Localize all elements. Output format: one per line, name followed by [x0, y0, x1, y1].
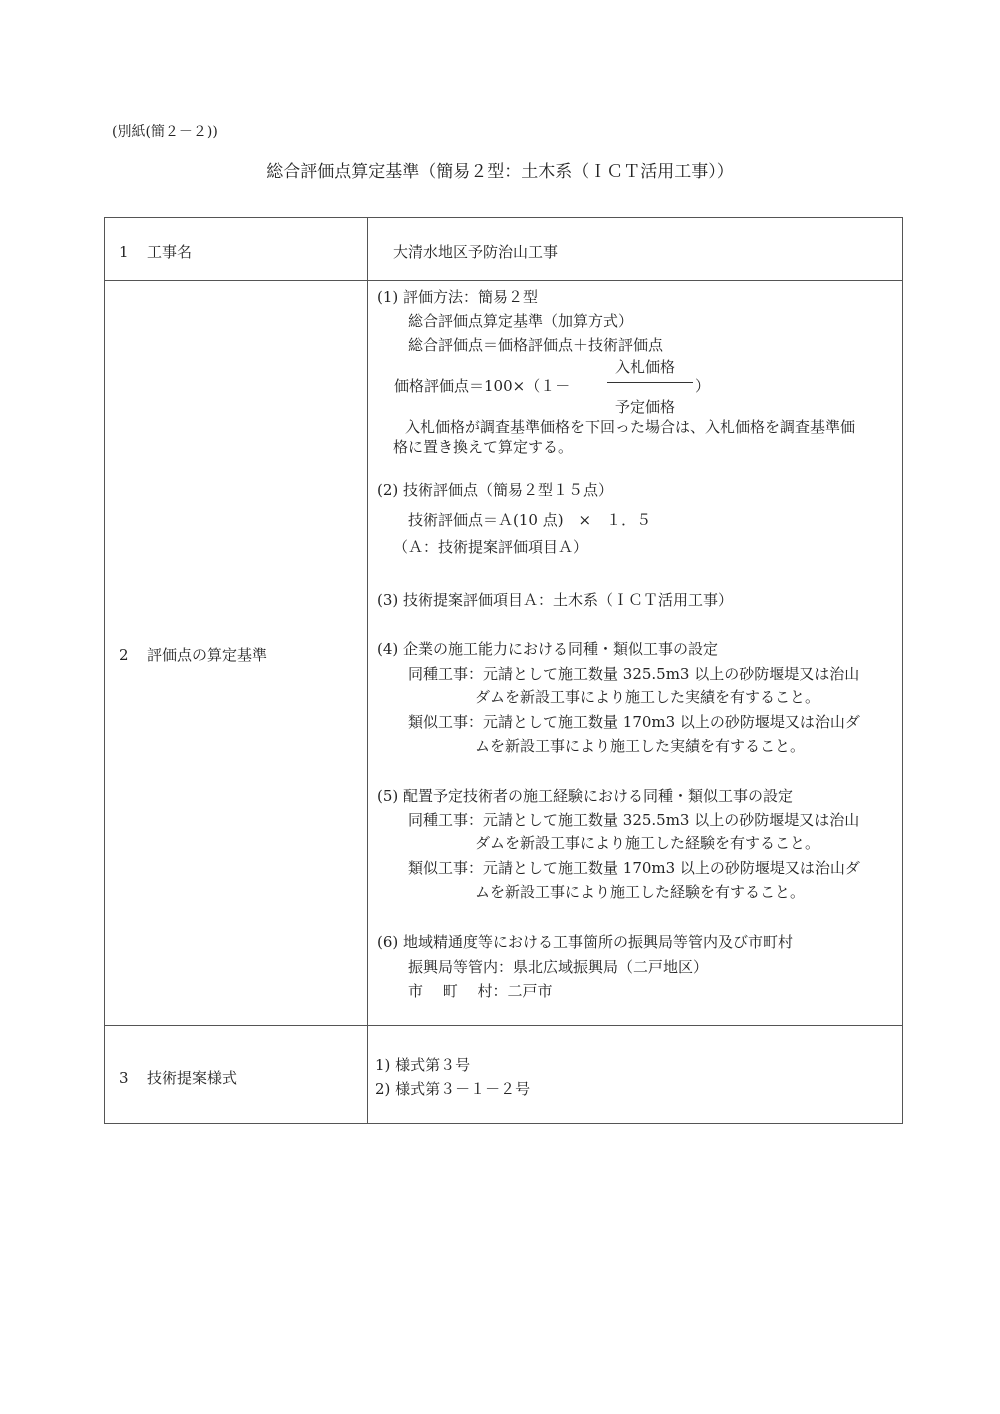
row-label-proposal-format — [119, 1067, 237, 1088]
row-number: 3 — [119, 1069, 129, 1087]
row-label-text: 評価点の算定基準 — [147, 646, 268, 664]
section-4-line: 類似工事：元請として施工数量 170m3 以上の砂防堰堤又は治山ダ — [408, 713, 860, 731]
section-1-note: 入札価格が調査基準価格を下回った場合は、入札価格を調査基準価 — [405, 418, 856, 436]
appendix-label: (別紙(簡２－２)) — [112, 124, 218, 140]
row-label-project-name — [119, 241, 192, 262]
formula-denominator: 予定価格 — [615, 398, 676, 416]
fraction-bar — [607, 382, 693, 383]
proposal-form-item: 1) 様式第３号 — [375, 1056, 471, 1074]
section-3-heading: (3) 技術提案評価項目Ａ：土木系（ＩＣＴ活用工事） — [377, 591, 734, 609]
section-5-line: ダムを新設工事により施工した経験を有すること。 — [475, 834, 821, 852]
section-5-line: 類似工事：元請として施工数量 170m3 以上の砂防堰堤又は治山ダ — [408, 859, 860, 877]
section-2-line: 技術評価点＝Ａ(10 点) × １．５ — [408, 511, 652, 529]
row-label-scoring-criteria — [119, 644, 267, 665]
section-6-line: 振興局等管内：県北広域振興局（二戸地区） — [408, 958, 709, 976]
project-name: 大清水地区予防治山工事 — [393, 243, 559, 261]
section-2-heading: (2) 技術評価点（簡易２型１５点） — [377, 481, 614, 499]
section-5-line: 同種工事：元請として施工数量 325.5m3 以上の砂防堰堤又は治山 — [408, 811, 860, 829]
section-5-line: ムを新設工事により施工した経験を有すること。 — [475, 883, 806, 901]
row-label-text: 工事名 — [147, 243, 193, 261]
section-6-line: 市 町 村：二戸市 — [408, 982, 553, 1000]
section-4-line: ムを新設工事により施工した実績を有すること。 — [475, 737, 806, 755]
section-4-heading: (4) 企業の施工能力における同種・類似工事の設定 — [377, 640, 719, 658]
formula-right: ） — [695, 377, 711, 395]
section-1-line: 総合評価点算定基準（加算方式） — [408, 312, 634, 330]
section-4-line: ダムを新設工事により施工した実績を有すること。 — [475, 688, 821, 706]
row-divider — [105, 1025, 902, 1026]
row-label-text: 技術提案様式 — [147, 1069, 238, 1087]
section-4-line: 同種工事：元請として施工数量 325.5m3 以上の砂防堰堤又は治山 — [408, 665, 860, 683]
formula-left: 価格評価点＝100×（１－ — [394, 377, 571, 395]
criteria-table — [104, 217, 903, 1124]
section-5-heading: (5) 配置予定技術者の施工経験における同種・類似工事の設定 — [377, 787, 794, 805]
section-6-heading: (6) 地域精通度等における工事箇所の振興局等管内及び市町村 — [377, 933, 794, 951]
row-number: 2 — [119, 646, 129, 664]
formula-numerator: 入札価格 — [615, 358, 676, 376]
document-title: 総合評価点算定基準（簡易２型：土木系（ＩＣＴ活用工事）） — [266, 162, 734, 182]
column-divider — [367, 218, 368, 1123]
section-1-heading: (1) 評価方法：簡易２型 — [377, 288, 539, 306]
section-1-line: 総合評価点＝価格評価点＋技術評価点 — [408, 336, 664, 354]
row-number: 1 — [119, 243, 129, 261]
proposal-form-item: 2) 様式第３－１－２号 — [375, 1080, 531, 1098]
section-1-note: 格に置き換えて算定する。 — [393, 438, 574, 456]
row-divider — [105, 280, 902, 281]
section-2-line: （Ａ：技術提案評価項目Ａ） — [393, 538, 589, 556]
